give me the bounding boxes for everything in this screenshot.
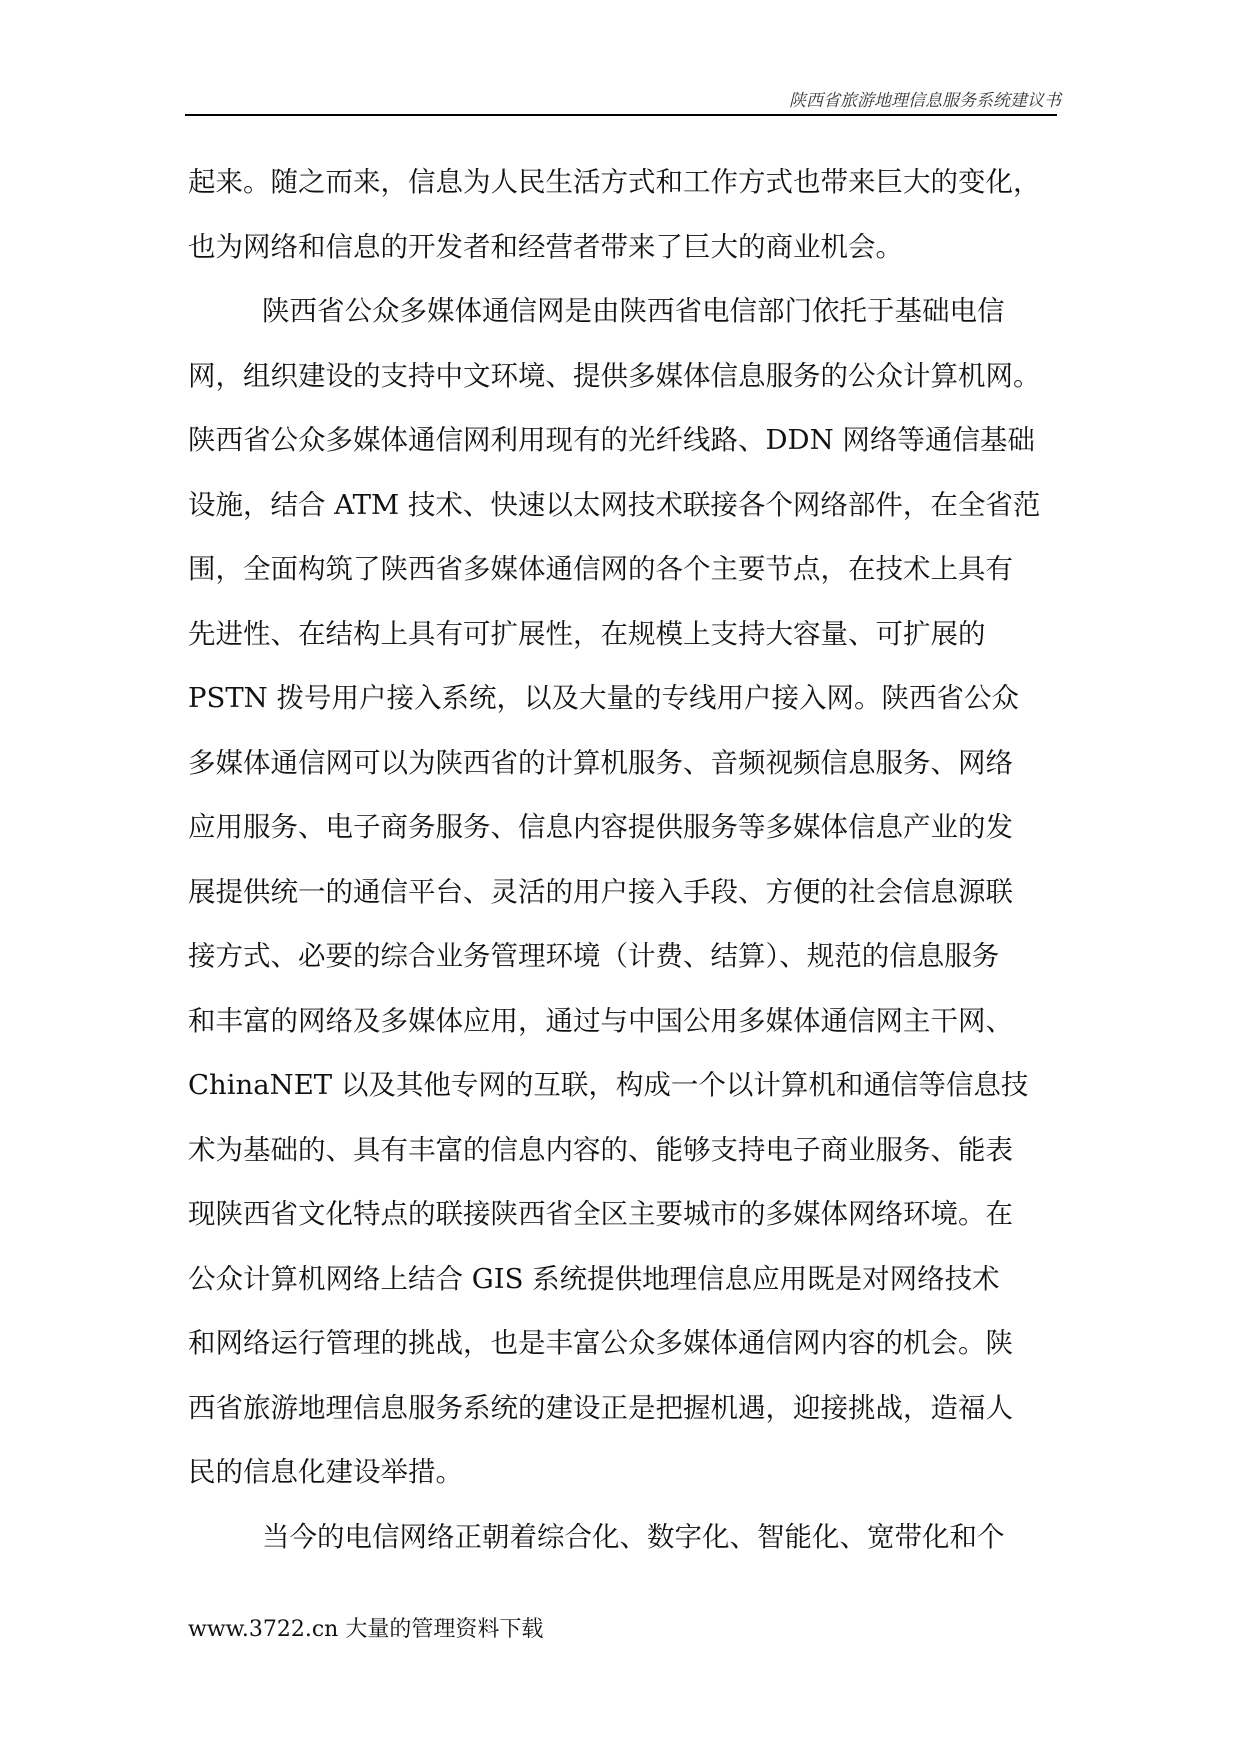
text-line: 展提供统一的通信平台、灵活的用户接入手段、方便的社会信息源联 <box>188 875 1013 908</box>
text-line: 和丰富的网络及多媒体应用，通过与中国公用多媒体通信网主干网、 <box>188 1004 1013 1037</box>
text-line: 也为网络和信息的开发者和经营者带来了巨大的商业机会。 <box>188 230 903 263</box>
text-line: 接方式、必要的综合业务管理环境（计费、结算）、规范的信息服务 <box>188 940 1000 972</box>
text-line: 网，组织建设的支持中文环境、提供多媒体信息服务的公众计算机网。 <box>188 359 1041 392</box>
text-line: 民的信息化建设举措。 <box>188 1456 463 1488</box>
text-line: 应用服务、电子商务服务、信息内容提供服务等多媒体信息产业的发 <box>188 811 1013 843</box>
text-line: 起来。随之而来，信息为人民生活方式和工作方式也带来巨大的变化， <box>188 166 1041 198</box>
text-line: 术为基础的、具有丰富的信息内容的、能够支持电子商业服务、能表 <box>188 1133 1013 1166</box>
text-line: 围，全面构筑了陕西省多媒体通信网的各个主要节点，在技术上具有 <box>188 553 1013 585</box>
text-line: 公众计算机网络上结合 GIS 系统提供地理信息应用既是对网络技术 <box>188 1262 1000 1295</box>
text-line: 陕西省公众多媒体通信网利用现有的光纤线路、DDN 网络等通信基础 <box>188 424 1035 456</box>
page-header-title: 陕西省旅游地理信息服务系统建议书 <box>789 91 1061 111</box>
header-divider <box>185 114 1057 116</box>
text-line: 和网络运行管理的挑战，也是丰富公众多媒体通信网内容的机会。陕 <box>188 1327 1013 1359</box>
text-line: 设施，结合 ATM 技术、快速以太网技术联接各个网络部件，在全省范 <box>188 488 1041 521</box>
document-body <box>188 150 1068 1569</box>
text-line: 西省旅游地理信息服务系统的建设正是把握机遇，迎接挑战，造福人 <box>188 1391 1013 1424</box>
text-line: 当今的电信网络正朝着综合化、数字化、智能化、宽带化和个 <box>262 1520 1005 1553</box>
text-line: 先进性、在结构上具有可扩展性，在规模上支持大容量、可扩展的 <box>188 617 986 650</box>
text-line: 现陕西省文化特点的联接陕西省全区主要城市的多媒体网络环境。在 <box>188 1198 1013 1230</box>
text-line: PSTN 拨号用户接入系统，以及大量的专线用户接入网。陕西省公众 <box>188 682 1019 714</box>
text-line: 陕西省公众多媒体通信网是由陕西省电信部门依托于基础电信 <box>262 295 1005 327</box>
text-line: ChinaNET 以及其他专网的互联，构成一个以计算机和通信等信息技 <box>188 1069 1029 1101</box>
page-footer: www.3722.cn 大量的管理资料下载 <box>188 1617 544 1642</box>
text-line: 多媒体通信网可以为陕西省的计算机服务、音频视频信息服务、网络 <box>188 746 1013 779</box>
